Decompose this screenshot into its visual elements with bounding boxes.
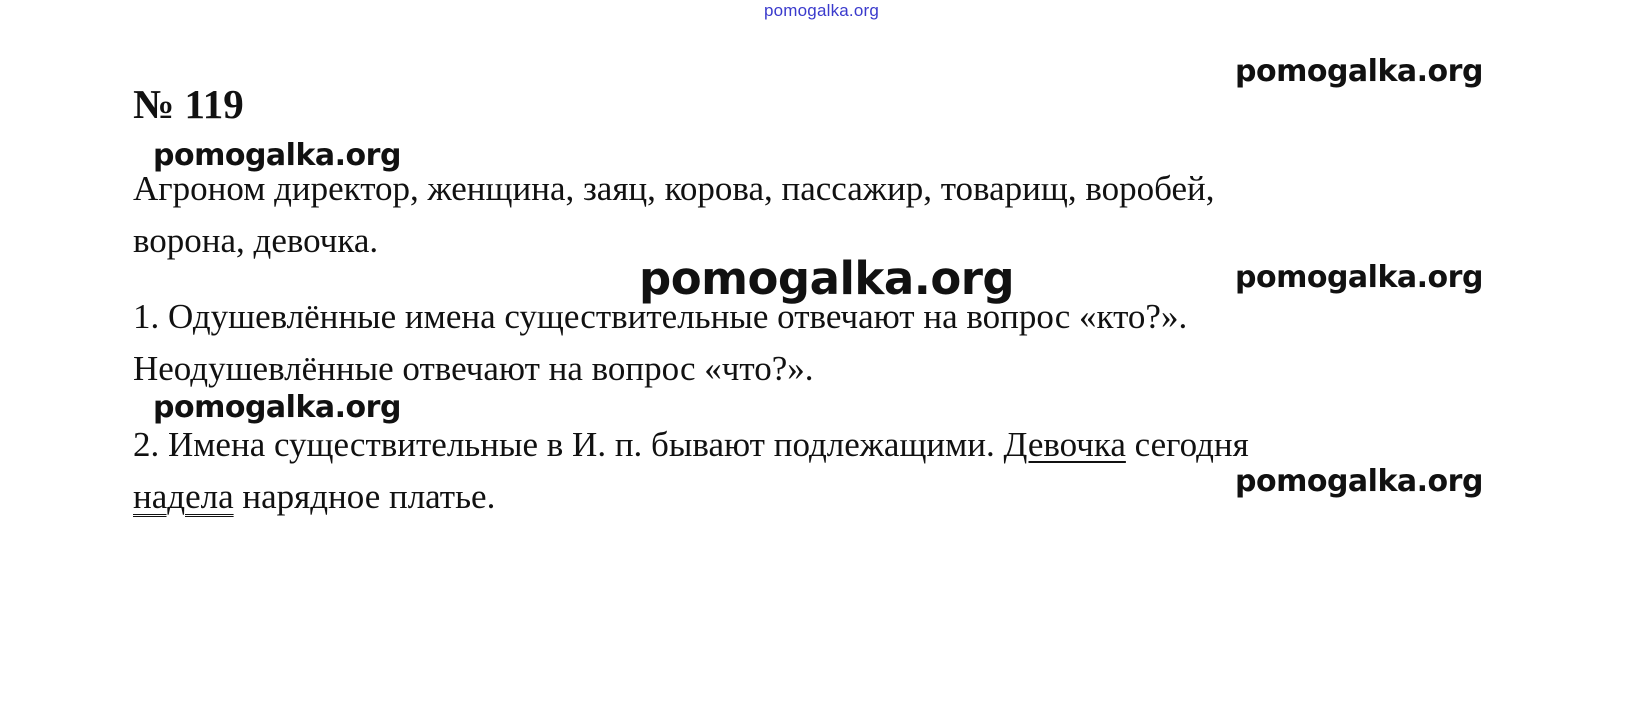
answer-1-line-2: Неодушевлённые отвечают на вопрос «что?».	[133, 349, 814, 388]
site-mark-text: pomogalka.org	[763, 1, 880, 20]
paragraph-answer-2	[133, 419, 1249, 523]
answer-2-text-start: 2. Имена существительные в И. п. бывают подлежащими.	[133, 425, 1004, 464]
watermark-large: pomogalka.org	[639, 252, 1015, 305]
subject-word: Девочка	[1003, 425, 1126, 464]
word-list-line-2: ворона, девочка.	[133, 221, 379, 260]
predicate-word: надела	[133, 477, 234, 516]
watermark: pomogalka.org	[153, 390, 401, 425]
answer-2-line-2-text: нарядное платье.	[233, 477, 496, 516]
watermark: pomogalka.org	[153, 138, 401, 173]
paragraph-answer-1	[133, 291, 1187, 395]
answer-1-line-1: 1. Одушевлённые имена существительные отвечают на вопрос «кто?».	[133, 297, 1188, 336]
answer-2-line-1	[133, 419, 1249, 471]
answer-2-text-end: сегодня	[1125, 425, 1249, 464]
word-list-line-1: Агроном директор, женщина, заяц, корова, пассажир, товарищ, воробей,	[133, 169, 1215, 208]
watermark: pomogalka.org	[1235, 260, 1483, 295]
task-number: № 119	[133, 81, 244, 127]
answer-2-line-2	[133, 471, 1249, 523]
watermark: pomogalka.org	[1235, 54, 1483, 89]
watermark: pomogalka.org	[1235, 464, 1483, 499]
